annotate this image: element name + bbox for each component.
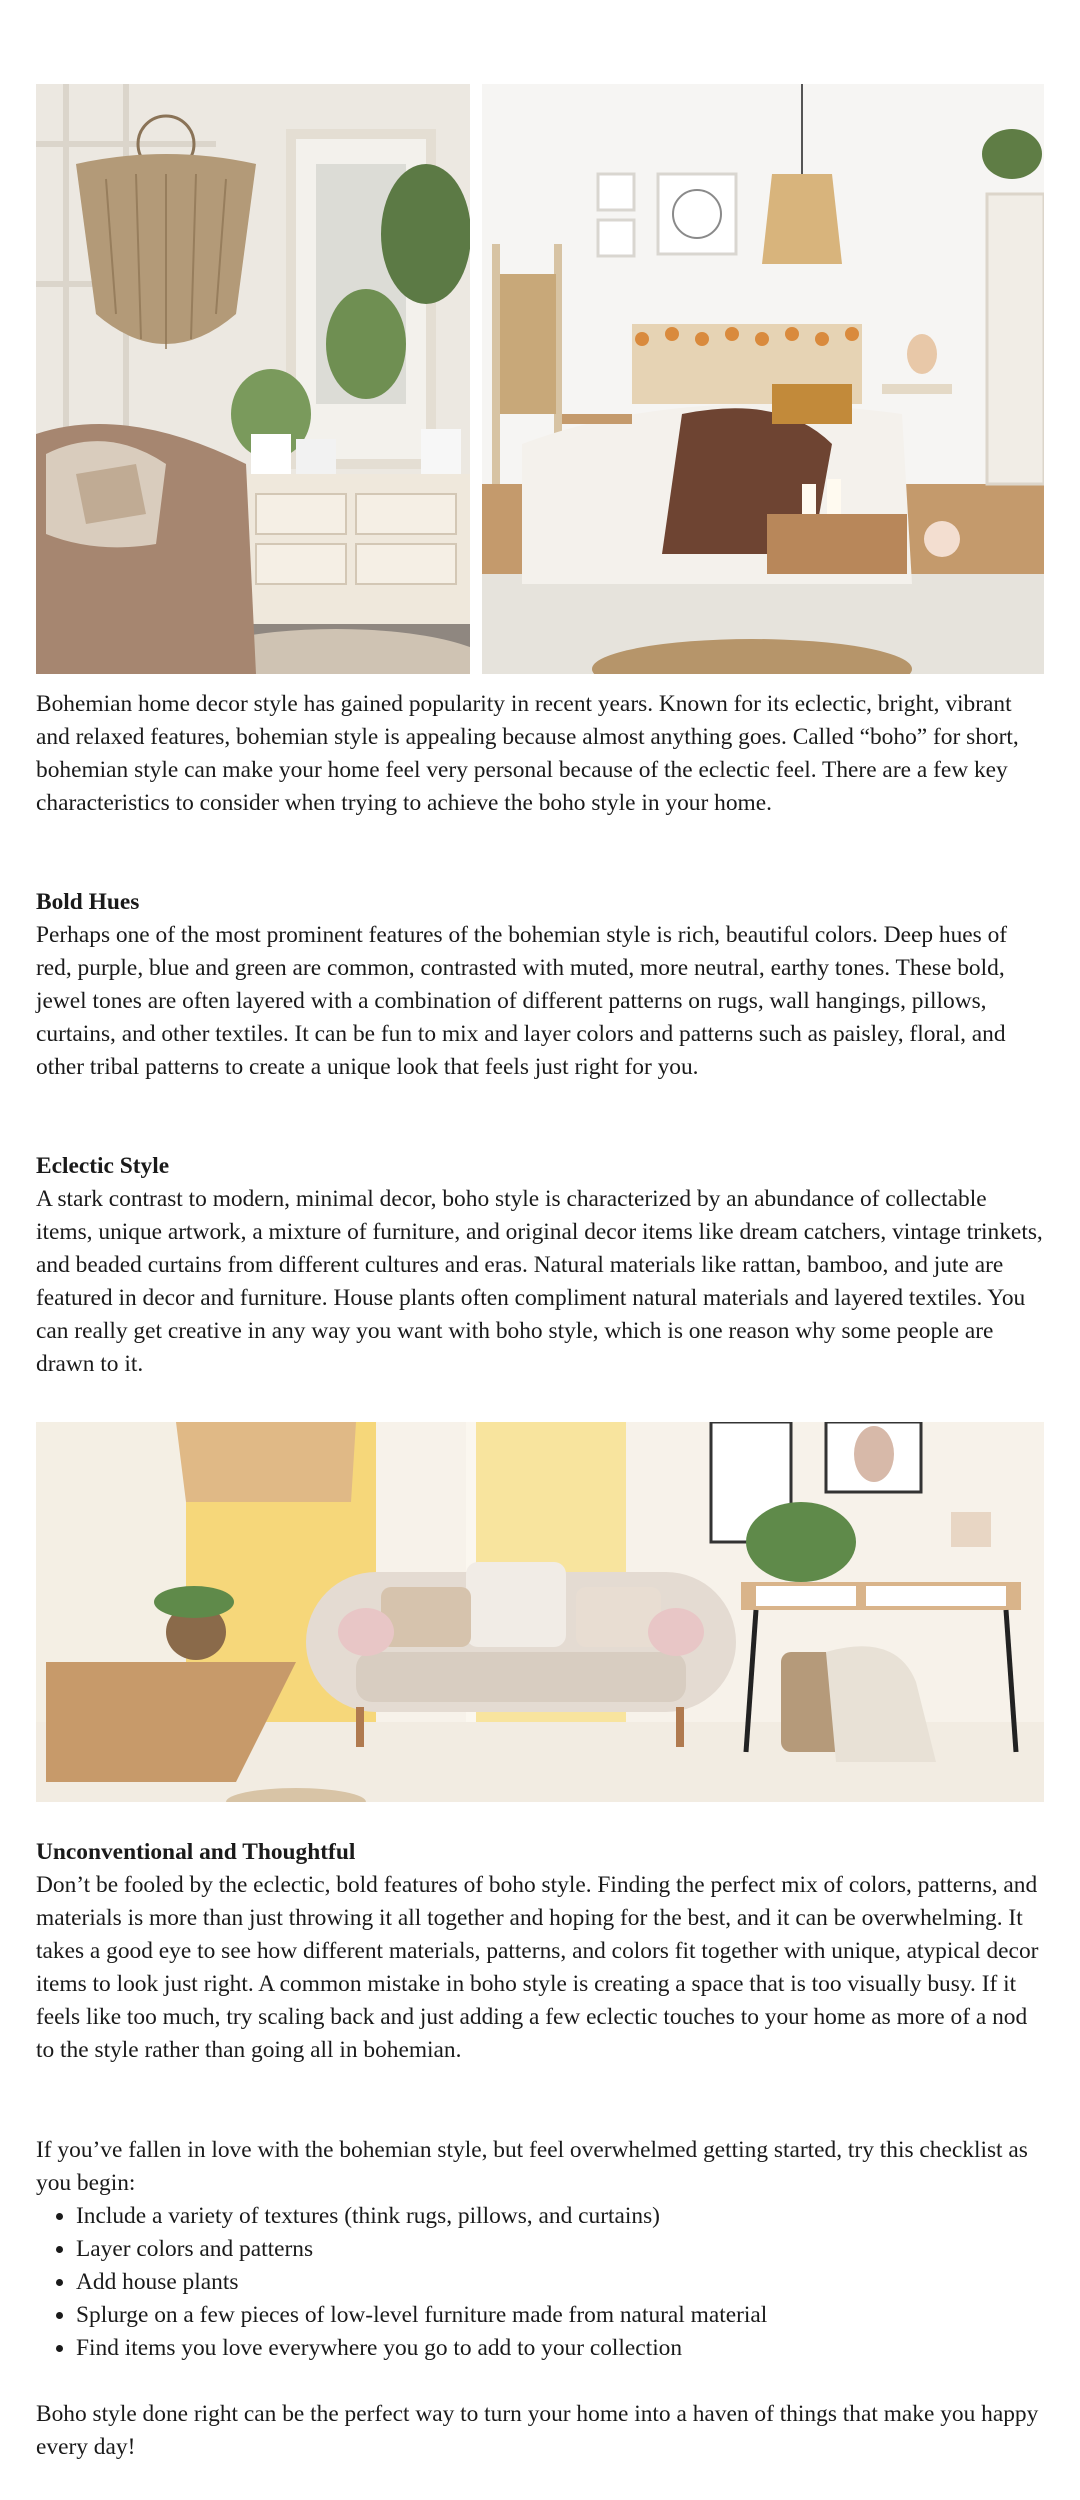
bold-hues-section — [36, 886, 1044, 1084]
eclectic-style-section — [36, 1150, 1044, 1381]
checklist-intro: If you’ve fallen in love with the bohemian style, but feel overwhelmed getting started, try this checklist as you begin: — [36, 2137, 1028, 2196]
bedroom-wall-hanging-photo — [36, 84, 470, 674]
checklist-section — [36, 2134, 1044, 2365]
top-photo-row — [36, 84, 1044, 674]
boho-living-room-photo — [36, 1422, 1044, 1802]
list-item: • Find items you love everywhere you go to add to your collection — [76, 2332, 1044, 2365]
list-item: • Splurge on a few pieces of low-level furniture made from natural material — [76, 2299, 1044, 2332]
list-item: • Include a variety of textures (think rugs, pillows, and curtains) — [76, 2200, 1044, 2233]
eclectic-style-heading: Eclectic Style — [36, 1153, 170, 1179]
unconventional-paragraph: Don’t be fooled by the eclectic, bold features of boho style. Finding the perfect mix of colors, patterns, and materials is more than just throwing it all together and hoping for the best, and it can be overwhelming. It takes a good eye to see how different materials, patterns, and colors fit together with unique, atypical decor items to look just right. A common mistake in boho style is creating a space that is too visually busy. If it feels like too much, try scaling back and just adding a few eclectic touches to your home as more of a nod to the style rather than going all in bohemian. — [36, 1872, 1039, 2063]
checklist — [36, 2200, 1044, 2365]
closing-paragraph: Boho style done right can be the perfect way to turn your home into a haven of things that make you happy every day! — [36, 2401, 1039, 2460]
unconventional-section — [36, 1836, 1044, 2067]
eclectic-style-paragraph: A stark contrast to modern, minimal decor, boho style is characterized by an abundance of collectable items, unique artwork, a mixture of furniture, and original decor items like dream catchers, vintage trinkets, and beaded curtains from different cultures and eras. Natural materials like rattan, bamboo, and jute are featured in decor and furniture. House plants often compliment natural materials and layered textiles. You can really get creative in any way you want with boho style, which is one reason why some people are drawn to it. — [36, 1186, 1043, 1377]
boho-bedroom-photo — [482, 84, 1044, 674]
intro-paragraph: Bohemian home decor style has gained popularity in recent years. Known for its eclectic, bright, vibrant and relaxed features, bohemian style is appealing because almost anything goes. Called “boho” for short, bohemian style can make your home feel very personal because of the eclectic feel. There are a few key characteristics to consider when trying to achieve the boho style in your home. — [36, 691, 1019, 816]
list-item: • Layer colors and patterns — [76, 2233, 1044, 2266]
closing-section — [36, 2398, 1044, 2464]
unconventional-heading: Unconventional and Thoughtful — [36, 1839, 356, 1865]
list-item: • Add house plants — [76, 2266, 1044, 2299]
bold-hues-heading: Bold Hues — [36, 889, 140, 915]
intro-section — [36, 688, 1044, 820]
bold-hues-paragraph: Perhaps one of the most prominent features of the bohemian style is rich, beautiful colors. Deep hues of red, purple, blue and green are common, contrasted with muted, more neutral, earthy tones. These bold, jewel tones are often layered with a combination of different patterns on rugs, wall hangings, pillows, curtains, and other textiles. It can be fun to mix and layer colors and patterns such as paisley, floral, and other tribal patterns to create a unique look that feels just right for you. — [36, 922, 1008, 1080]
